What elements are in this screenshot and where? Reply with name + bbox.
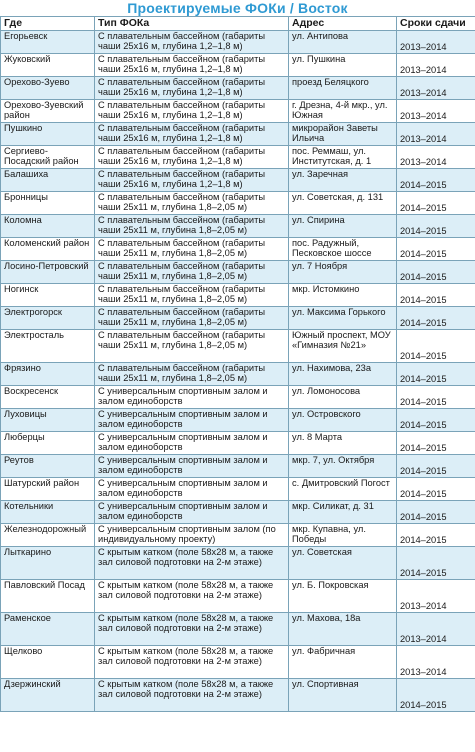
cell-where: Егорьевск [1,31,95,54]
table-row [1,146,475,169]
cell-type: С универсальным спортивным залом и залом единоборств [95,455,289,478]
cell-where: Луховицы [1,409,95,432]
cell-where: Шатурский район [1,478,95,501]
cell-type: С плавательным бассейном (габариты чаши 25х11 м, глубина 1,8–2,05 м) [95,363,289,386]
cell-where: Бронницы [1,192,95,215]
cell-address: ул. Пушкина [289,54,397,77]
cell-term: 2014–2015 [397,238,475,261]
cell-type: С плавательным бассейном (габариты чаши 25х11 м, глубина 1,8–2,05 м) [95,215,289,238]
cell-type: С универсальным спортивным залом и залом единоборств [95,478,289,501]
cell-address: ул. Фабричная [289,646,397,679]
column-header-address: Адрес [289,17,397,31]
cell-type: С крытым катком (поле 58х28 м, а также зал силовой подготовки на 2-м этаже) [95,547,289,580]
table-row [1,679,475,712]
cell-address: ул. Советская, д. 131 [289,192,397,215]
cell-term: 2014–2015 [397,330,475,363]
table-header-row [1,17,475,31]
cell-address: г. Дрезна, 4-й мкр., ул. Южная [289,100,397,123]
cell-term: 2013–2014 [397,613,475,646]
cell-term: 2014–2015 [397,284,475,307]
cell-term: 2014–2015 [397,478,475,501]
table-row [1,169,475,192]
cell-address: ул. Нахимова, 23а [289,363,397,386]
cell-term: 2013–2014 [397,580,475,613]
cell-type: С плавательным бассейном (габариты чаши 25х16 м, глубина 1,2–1,8 м) [95,77,289,100]
cell-term: 2013–2014 [397,646,475,679]
cell-where: Орехово-Зуево [1,77,95,100]
column-header-where: Где [1,17,95,31]
cell-address: ул. 8 Марта [289,432,397,455]
cell-where: Реутов [1,455,95,478]
table-body [1,31,475,712]
table-row [1,77,475,100]
table-row [1,646,475,679]
cell-type: С плавательным бассейном (габариты чаши 25х16 м, глубина 1,2–1,8 м) [95,146,289,169]
cell-address: проезд Беляцкого [289,77,397,100]
cell-term: 2014–2015 [397,547,475,580]
cell-address: ул. Спирина [289,215,397,238]
cell-where: Лыткарино [1,547,95,580]
cell-where: Коломна [1,215,95,238]
table-row [1,330,475,363]
cell-where: Раменское [1,613,95,646]
cell-type: С крытым катком (поле 58х28 м, а также зал силовой подготовки на 2-м этаже) [95,646,289,679]
cell-term: 2014–2015 [397,409,475,432]
cell-term: 2013–2014 [397,146,475,169]
cell-type: С плавательным бассейном (габариты чаши 25х11 м, глубина 1,8–2,05 м) [95,330,289,363]
cell-term: 2014–2015 [397,524,475,547]
table-row [1,547,475,580]
cell-where: Фрязино [1,363,95,386]
cell-address: мкр. Истомкино [289,284,397,307]
cell-term: 2014–2015 [397,432,475,455]
cell-type: С плавательным бассейном (габариты чаши 25х11 м, глубина 1,8–2,05 м) [95,307,289,330]
cell-term: 2013–2014 [397,54,475,77]
cell-where: Ногинск [1,284,95,307]
cell-where: Жуковский [1,54,95,77]
table-row [1,580,475,613]
table-row [1,432,475,455]
cell-term: 2014–2015 [397,501,475,524]
table-row [1,238,475,261]
column-header-type: Тип ФОКа [95,17,289,31]
table-row [1,284,475,307]
cell-type: С плавательным бассейном (габариты чаши 25х16 м, глубина 1,2–1,8 м) [95,123,289,146]
cell-term: 2014–2015 [397,215,475,238]
cell-term: 2014–2015 [397,386,475,409]
cell-where: Павловский Посад [1,580,95,613]
cell-term: 2014–2015 [397,307,475,330]
cell-type: С универсальным спортивным залом и залом единоборств [95,432,289,455]
table-row [1,192,475,215]
table-row [1,501,475,524]
cell-term: 2014–2015 [397,169,475,192]
cell-where: Железнодорожный [1,524,95,547]
table-row [1,261,475,284]
cell-type: С универсальным спортивным залом и залом единоборств [95,409,289,432]
cell-type: С плавательным бассейном (габариты чаши 25х11 м, глубина 1,8–2,05 м) [95,284,289,307]
cell-address: пос. Радужный, Песковское шоссе [289,238,397,261]
table-row [1,524,475,547]
table-row [1,613,475,646]
cell-term: 2014–2015 [397,363,475,386]
cell-address: ул. Островского [289,409,397,432]
table-row [1,215,475,238]
cell-where: Лосино-Петровский [1,261,95,284]
table-row [1,478,475,501]
table-row [1,100,475,123]
cell-address: ул. Антипова [289,31,397,54]
cell-address: ул. Ломоносова [289,386,397,409]
cell-where: Сергиево-Посадский район [1,146,95,169]
cell-address: мкр. Купавна, ул. Победы [289,524,397,547]
foks-table [0,16,475,712]
cell-type: С плавательным бассейном (габариты чаши 25х11 м, глубина 1,8–2,05 м) [95,261,289,284]
table-row [1,409,475,432]
cell-where: Пушкино [1,123,95,146]
cell-type: С крытым катком (поле 58х28 м, а также зал силовой подготовки на 2-м этаже) [95,580,289,613]
cell-where: Орехово-Зуевский район [1,100,95,123]
cell-term: 2013–2014 [397,100,475,123]
cell-term: 2014–2015 [397,455,475,478]
cell-address: ул. Максима Горького [289,307,397,330]
cell-where: Воскресенск [1,386,95,409]
page-title: Проектируемые ФОКи / Восток [127,0,348,16]
cell-where: Котельники [1,501,95,524]
table-row [1,363,475,386]
cell-address: мкр. 7, ул. Октября [289,455,397,478]
cell-type: С плавательным бассейном (габариты чаши 25х16 м, глубина 1,2–1,8 м) [95,31,289,54]
cell-term: 2014–2015 [397,261,475,284]
cell-where: Щелково [1,646,95,679]
column-header-term: Сроки сдачи [397,17,475,31]
cell-type: С плавательным бассейном (габариты чаши 25х11 м, глубина 1,8–2,05 м) [95,192,289,215]
cell-type: С универсальным спортивным залом и залом единоборств [95,386,289,409]
cell-address: с. Дмитровский Погост [289,478,397,501]
cell-address: ул. Спортивная [289,679,397,712]
cell-where: Электрогорск [1,307,95,330]
cell-type: С плавательным бассейном (габариты чаши 25х16 м, глубина 1,2–1,8 м) [95,54,289,77]
cell-type: С плавательным бассейном (габариты чаши 25х16 м, глубина 1,2–1,8 м) [95,100,289,123]
cell-address: пос. Реммаш, ул. Институтская, д. 1 [289,146,397,169]
cell-term: 2014–2015 [397,679,475,712]
cell-where: Коломенский район [1,238,95,261]
cell-type: С плавательным бассейном (габариты чаши 25х11 м, глубина 1,8–2,05 м) [95,238,289,261]
table-row [1,455,475,478]
table-row [1,123,475,146]
cell-where: Люберцы [1,432,95,455]
cell-type: С универсальным спортивным залом (по индивидуальному проекту) [95,524,289,547]
cell-term: 2014–2015 [397,192,475,215]
table-row [1,386,475,409]
cell-address: Южный проспект, МОУ «Гимназия №21» [289,330,397,363]
cell-type: С плавательным бассейном (габариты чаши 25х16 м, глубина 1,2–1,8 м) [95,169,289,192]
table-row [1,54,475,77]
cell-address: ул. Заречная [289,169,397,192]
cell-address: ул. Советская [289,547,397,580]
cell-where: Балашиха [1,169,95,192]
cell-term: 2013–2014 [397,123,475,146]
cell-term: 2013–2014 [397,31,475,54]
cell-term: 2013–2014 [397,77,475,100]
cell-address: ул. Махова, 18а [289,613,397,646]
cell-address: ул. Б. Покровская [289,580,397,613]
cell-type: С крытым катком (поле 58х28 м, а также зал силовой подготовки на 2-м этаже) [95,613,289,646]
cell-address: мкр. Силикат, д. 31 [289,501,397,524]
cell-where: Дзержинский [1,679,95,712]
cell-address: микрорайон Заветы Ильича [289,123,397,146]
table-row [1,307,475,330]
cell-type: С универсальным спортивным залом и залом единоборств [95,501,289,524]
table-row [1,31,475,54]
cell-address: ул. 7 Ноября [289,261,397,284]
cell-type: С крытым катком (поле 58х28 м, а также зал силовой подготовки на 2-м этаже) [95,679,289,712]
cell-where: Электросталь [1,330,95,363]
